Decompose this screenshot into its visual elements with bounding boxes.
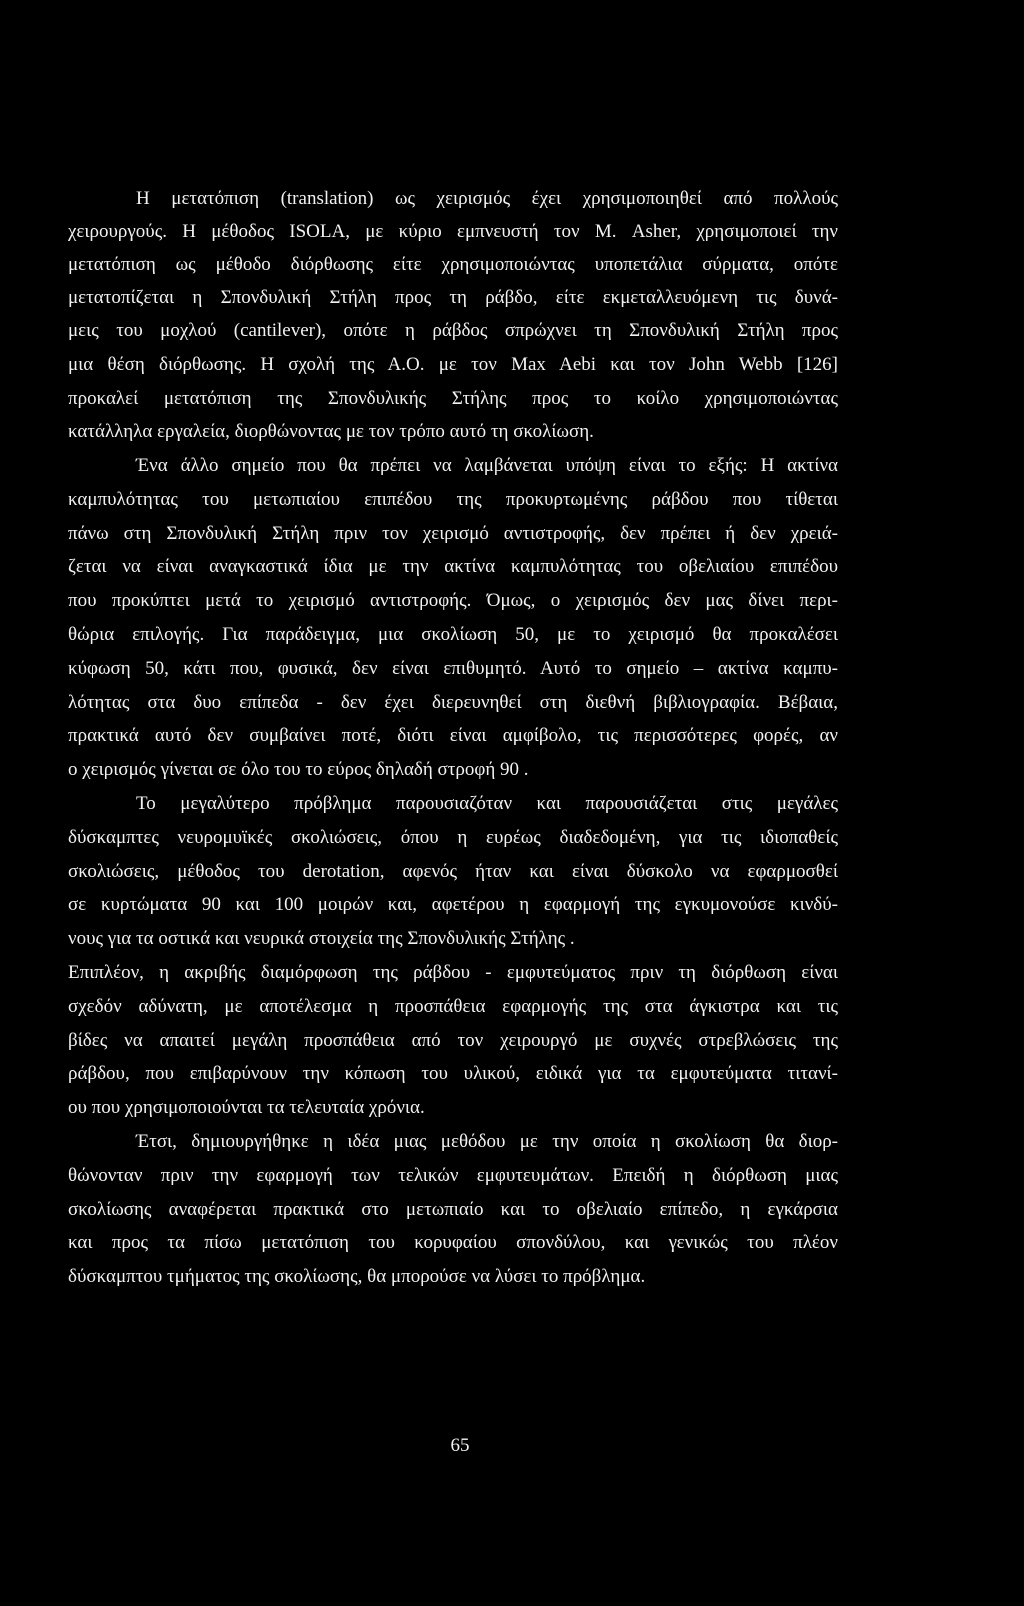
text-line: σε κυρτώματα 90 και 100 μοιρών και, αφετέρου η εφαρμογή της εγκυμονούσε κινδύ-	[68, 894, 838, 915]
text-line: δύσκαμπτες νευρομυϊκές σκολιώσεις, όπου η ευρέως διαδεδομένη, για τις ιδιοπαθείς	[68, 827, 838, 848]
text-line: ου που χρησιμοποιούνται τα τελευταία χρόνια.	[68, 1097, 425, 1118]
page-number: 65	[450, 1435, 470, 1456]
text-line: σκολίωσης αναφέρεται πρακτικά στο μετωπιαίο και το οβελιαίο επίπεδο, η εγκάρσια	[68, 1199, 838, 1220]
text-line: ράβδου, που επιβαρύνουν την κόπωση του υλικού, ειδικά για τα εμφυτεύματα τιτανί-	[68, 1063, 838, 1084]
text-line: δύσκαμπτου τμήματος της σκολίωσης, θα μπορούσε να λύσει το πρόβλημα.	[68, 1266, 646, 1287]
text-line: πρακτικά αυτό δεν συμβαίνει ποτέ, διότι είναι αμφίβολο, τις περισσότερες φορές, αν	[68, 725, 838, 746]
text-line: λότητας στα δυο επίπεδα - δεν έχει διερευνηθεί στη διεθνή βιβλιογραφία. Βέβαια,	[68, 692, 838, 713]
text-line: Επιπλέον, η ακριβής διαμόρφωση της ράβδου - εμφυτεύματος πριν τη διόρθωση είναι	[68, 962, 838, 983]
text-line: θώνονταν πριν την εφαρμογή των τελικών εμφυτευμάτων. Επειδή η διόρθωση μιας	[68, 1165, 838, 1186]
text-line: μια θέση διόρθωσης. Η σχολή της Α.Ο. με τον Max Aebi και τον John Webb [126]	[68, 354, 838, 375]
text-line: νους για τα οστικά και νευρικά στοιχεία της Σπονδυλικής Στήλης .	[68, 928, 575, 949]
text-line: σχεδόν αδύνατη, με αποτέλεσμα η προσπάθεια εφαρμογής της στα άγκιστρα και τις	[68, 996, 838, 1017]
text-line: προκαλεί μετατόπιση της Σπονδυλικής Στήλης προς το κοίλο χρησιμοποιώντας	[68, 388, 838, 409]
text-line: που προκύπτει μετά το χειρισμό αντιστροφής. Όμως, ο χειρισμός δεν μας δίνει περι-	[68, 590, 838, 611]
text-line: Ένα άλλο σημείο που θα πρέπει να λαμβάνεται υπόψη είναι το εξής: Η ακτίνα	[136, 455, 838, 476]
text-line: μετατόπιση ως μέθοδο διόρθωσης είτε χρησιμοποιώντας υποπετάλια σύρματα, οπότε	[68, 254, 838, 275]
text-line: Η μετατόπιση (translation) ως χειρισμός έχει χρησιμοποιηθεί από πολλούς	[136, 188, 838, 209]
text-line: μεις του μοχλού (cantilever), οπότε η ράβδος σπρώχνει τη Σπονδυλική Στήλη προς	[68, 320, 838, 341]
text-line: και προς τα πίσω μετατόπιση του κορυφαίου σπονδύλου, και γενικώς του πλέον	[68, 1232, 838, 1253]
text-line: Το μεγαλύτερο πρόβλημα παρουσιαζόταν και παρουσιάζεται στις μεγάλες	[136, 793, 838, 814]
text-line: μετατοπίζεται η Σπονδυλική Στήλη προς τη ράβδο, είτε εκμεταλλευόμενη τις δυνά-	[68, 287, 838, 308]
text-line: κύφωση 50, κάτι που, φυσικά, δεν είναι επιθυμητό. Αυτό το σημείο – ακτίνα καμπυ-	[68, 658, 838, 679]
text-line: ζεται να είναι αναγκαστικά ίδια με την ακτίνα καμπυλότητας του οβελιαίου επιπέδου	[68, 556, 838, 577]
text-line: βίδες να απαιτεί μεγάλη προσπάθεια από τον χειρουργό με συχνές στρεβλώσεις της	[68, 1030, 838, 1051]
text-line: ο χειρισμός γίνεται σε όλο του το εύρος δηλαδή στροφή 90 .	[68, 759, 529, 780]
text-line: κατάλληλα εργαλεία, διορθώνοντας με τον τρόπο αυτό τη σκολίωση.	[68, 421, 594, 442]
text-line: σκολιώσεις, μέθοδος του derotation, αφενός ήταν και είναι δύσκολο να εφαρμοσθεί	[68, 861, 838, 882]
text-line: Έτσι, δημιουργήθηκε η ιδέα μιας μεθόδου με την οποία η σκολίωση θα διορ-	[136, 1131, 838, 1152]
text-line: πάνω στη Σπονδυλική Στήλη πριν τον χειρισμό αντιστροφής, δεν πρέπει ή δεν χρειά-	[68, 523, 838, 544]
text-line: χειρουργούς. Η μέθοδος ISOLA, με κύριο εμπνευστή τον Μ. Asher, χρησιμοποιεί την	[68, 221, 838, 242]
text-line: θώρια επιλογής. Για παράδειγμα, μια σκολίωση 50, με το χειρισμό θα προκαλέσει	[68, 624, 838, 645]
text-line: καμπυλότητας του μετωπιαίου επιπέδου της προκυρτωμένης ράβδου που τίθεται	[68, 489, 838, 510]
